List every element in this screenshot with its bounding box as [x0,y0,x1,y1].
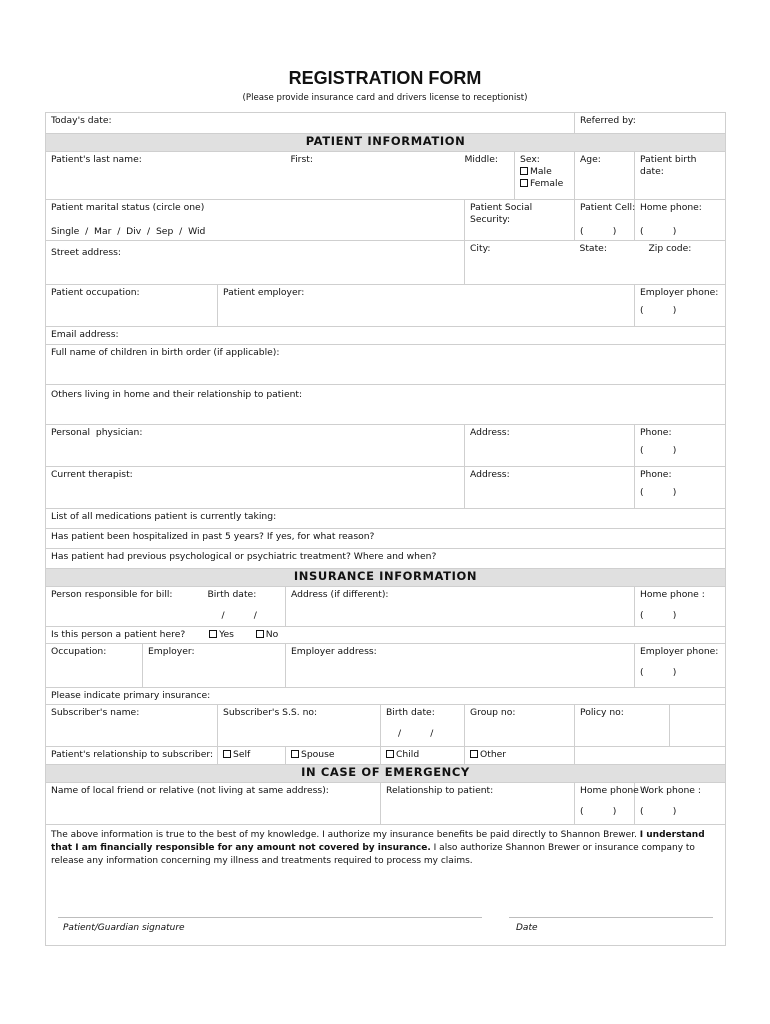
patient-signature-line[interactable] [58,917,482,918]
yes-checkbox[interactable] [209,630,217,638]
child-label: Child [396,749,420,760]
therapist-address-label: Address: [470,469,510,480]
patient-ssn-field[interactable] [465,200,575,241]
state-field[interactable] [575,241,635,285]
form-subtitle: (Please provide insurance card and drivers license to receptionist) [242,93,528,103]
street-address-field[interactable] [46,241,465,285]
self-label: Self [233,749,251,760]
address-if-different-field[interactable] [286,587,635,627]
authorization-text-1: The above information is true to the best of my knowledge. I authorize my insurance benefits be paid directly to Shannon Brewer. [51,830,640,840]
therapist-phone-field[interactable] [635,467,726,509]
self-option[interactable] [218,747,286,765]
first-name-label: First: [290,154,313,165]
employer-phone-parens: ( ) [640,305,677,316]
subscriber-birth-date-field[interactable] [381,705,465,747]
current-therapist-field[interactable] [46,467,465,509]
email-label: Email address: [51,329,119,340]
spouse-checkbox[interactable] [291,750,299,758]
insurance-information-header: INSURANCE INFORMATION [46,569,726,587]
child-option[interactable] [381,747,465,765]
age-label: Age: [580,154,601,165]
self-checkbox[interactable] [223,750,231,758]
is-patient-here-label: Is this person a patient here? [51,629,186,640]
todays-date-label: Today's date: [51,115,112,126]
emergency-header: IN CASE OF EMERGENCY [46,765,726,783]
male-checkbox[interactable] [520,167,528,175]
others-label: Others living in home and their relationship to patient: [51,389,303,400]
emergency-work-phone-field[interactable] [635,783,726,825]
spouse-option[interactable] [286,747,381,765]
other-option[interactable] [465,747,575,765]
male-label: Male [530,166,552,177]
person-responsible-field[interactable] [46,587,198,627]
occupation-label: Patient occupation: [51,287,140,298]
responsible-birth-date-label: Birth date: [207,589,257,600]
ssn-label: Patient Social Security: [470,202,533,225]
personal-physician-field[interactable] [46,425,465,467]
authorization-text-2: I also authorize Shannon Brewer or insurance company to release any information concerning my illness and treatments required to process my claims. [51,843,695,866]
responsible-birth-date-field[interactable] [198,587,286,627]
employer-label: Patient employer: [223,287,305,298]
children-label: Full name of children in birth order (if applicable): [51,347,280,358]
form-table [45,112,726,946]
emergency-home-phone-parens: ( ) [580,806,617,817]
previous-treatment-label: Has patient had previous psychological or psychiatric treatment? Where and when? [51,551,437,562]
patient-first-name-field[interactable] [286,152,465,200]
email-address-field[interactable] [46,327,726,345]
patient-information-header: PATIENT INFORMATION [46,134,726,152]
patient-middle-name-field[interactable] [465,152,515,200]
hospitalized-label: Has patient been hospitalized in past 5 years? If yes, for what reason? [51,531,375,542]
policy-extra-field[interactable] [670,705,726,747]
relationship-label: Patient's relationship to subscriber: [51,749,214,760]
registration-form [45,112,725,946]
subscriber-ss-label: Subscriber's S.S. no: [223,707,318,718]
ins-employer-label: Employer: [148,646,195,657]
referred-by-label: Referred by: [580,115,636,126]
city-label: City: [470,243,491,254]
female-checkbox[interactable] [520,179,528,187]
emergency-name-field[interactable] [46,783,381,825]
therapist-label: Current therapist: [51,469,133,480]
home-phone-label: Home phone: [640,202,702,213]
other-label: Other [480,749,507,760]
primary-insurance-label: Please indicate primary insurance: [51,690,211,701]
referred-by-field[interactable] [575,113,726,134]
relationship-to-subscriber-field [46,747,218,765]
therapist-phone-label: Phone: [640,469,672,480]
group-no-label: Group no: [470,707,516,718]
birth-date-label: Patient birth date: [640,154,697,177]
zip-code-field[interactable] [635,241,726,285]
physician-phone-parens: ( ) [640,445,677,456]
patient-birth-date-field[interactable] [635,152,726,200]
sex-label: Sex: [520,154,540,165]
emergency-home-phone-field[interactable] [575,783,645,825]
emergency-relationship-label: Relationship to patient: [386,785,494,796]
female-label: Female [530,178,564,189]
therapist-address-field[interactable] [465,467,635,509]
employer-phone-label: Employer phone: [640,287,719,298]
home-phone-parens: ( ) [640,226,677,237]
no-label: No [265,629,279,640]
patient-last-name-field[interactable] [46,152,286,200]
subscriber-birth-date-slashes: / / [398,728,434,739]
physician-phone-label: Phone: [640,427,672,438]
medications-label: List of all medications patient is currently taking: [51,511,277,522]
ins-employer-address-label: Employer address: [291,646,377,657]
relationship-blank [575,747,726,765]
other-checkbox[interactable] [470,750,478,758]
group-no-field[interactable] [465,705,575,747]
patient-employer-phone-field[interactable] [635,285,726,327]
responsible-home-phone-field[interactable] [635,587,726,627]
subscriber-ss-field[interactable] [218,705,381,747]
date-label: Date [516,923,538,933]
responsible-label: Person responsible for bill: [51,589,173,600]
cell-label: Patient Cell: [580,202,636,213]
child-checkbox[interactable] [386,750,394,758]
subscriber-name-label: Subscriber's name: [51,707,140,718]
is-patient-here-row [46,627,726,644]
patient-occupation-field[interactable] [46,285,218,327]
responsible-birth-date-slashes: / / [221,610,257,621]
zip-code-label: Zip code: [648,243,692,254]
ins-employer-phone-field[interactable] [635,644,726,688]
previous-treatment-field[interactable] [46,549,726,569]
emergency-work-phone-parens: ( ) [640,806,677,817]
marital-options: Single / Mar / Div / Sep / Wid [51,226,206,237]
city-field[interactable] [465,241,575,285]
last-name-label: Patient's last name: [51,154,142,165]
emergency-relationship-field[interactable] [381,783,575,825]
street-address-label: Street address: [51,247,122,258]
children-field[interactable] [46,345,726,385]
sex-field [515,152,575,200]
physician-address-label: Address: [470,427,510,438]
ins-employer-phone-label: Employer phone: [640,646,719,657]
marital-status-field[interactable] [46,200,465,241]
emergency-work-phone-label: Work phone : [640,785,701,796]
hospitalized-field[interactable] [46,529,726,549]
patient-employer-field[interactable] [218,285,635,327]
therapist-phone-parens: ( ) [640,487,677,498]
subscriber-birth-date-label: Birth date: [386,707,435,718]
physician-phone-field[interactable] [635,425,726,467]
address-if-different-label: Address (if different): [291,589,389,600]
date-signature-line[interactable] [509,917,713,918]
physician-label: Personal physician: [51,427,143,438]
no-checkbox[interactable] [256,630,264,638]
cell-phone-parens: ( ) [580,226,617,237]
age-field[interactable] [575,152,635,200]
responsible-home-phone-parens: ( ) [640,610,677,621]
patient-signature-label: Patient/Guardian signature [63,923,185,933]
ins-occupation-field[interactable] [46,644,143,688]
spouse-label: Spouse [301,749,335,760]
marital-status-label: Patient marital status (circle one) [51,202,205,213]
state-label: State: [579,243,607,254]
middle-name-label: Middle: [464,154,498,165]
responsible-home-phone-label: Home phone : [640,589,705,600]
medications-field[interactable] [46,509,726,529]
subscriber-name-field[interactable] [46,705,218,747]
ins-employer-field[interactable] [143,644,286,688]
authorization-bold-text: I understand that I am financially responsible for any amount not covered by insurance. [51,830,705,853]
yes-label: Yes [219,629,234,640]
physician-address-field[interactable] [465,425,635,467]
primary-insurance-field[interactable] [46,688,726,705]
policy-no-label: Policy no: [580,707,624,718]
form-title: REGISTRATION FORM [288,68,482,88]
ins-occupation-label: Occupation: [51,646,107,657]
ins-employer-address-field[interactable] [286,644,635,688]
patient-home-phone-field[interactable] [635,200,726,241]
policy-no-field[interactable] [575,705,670,747]
others-in-home-field[interactable] [46,385,726,425]
patient-cell-field[interactable] [575,200,635,241]
emergency-home-phone-label: Home phone : [580,785,645,796]
ins-employer-phone-parens: ( ) [640,667,677,678]
todays-date-field[interactable] [46,113,575,134]
emergency-name-label: Name of local friend or relative (not living at same address): [51,785,329,796]
